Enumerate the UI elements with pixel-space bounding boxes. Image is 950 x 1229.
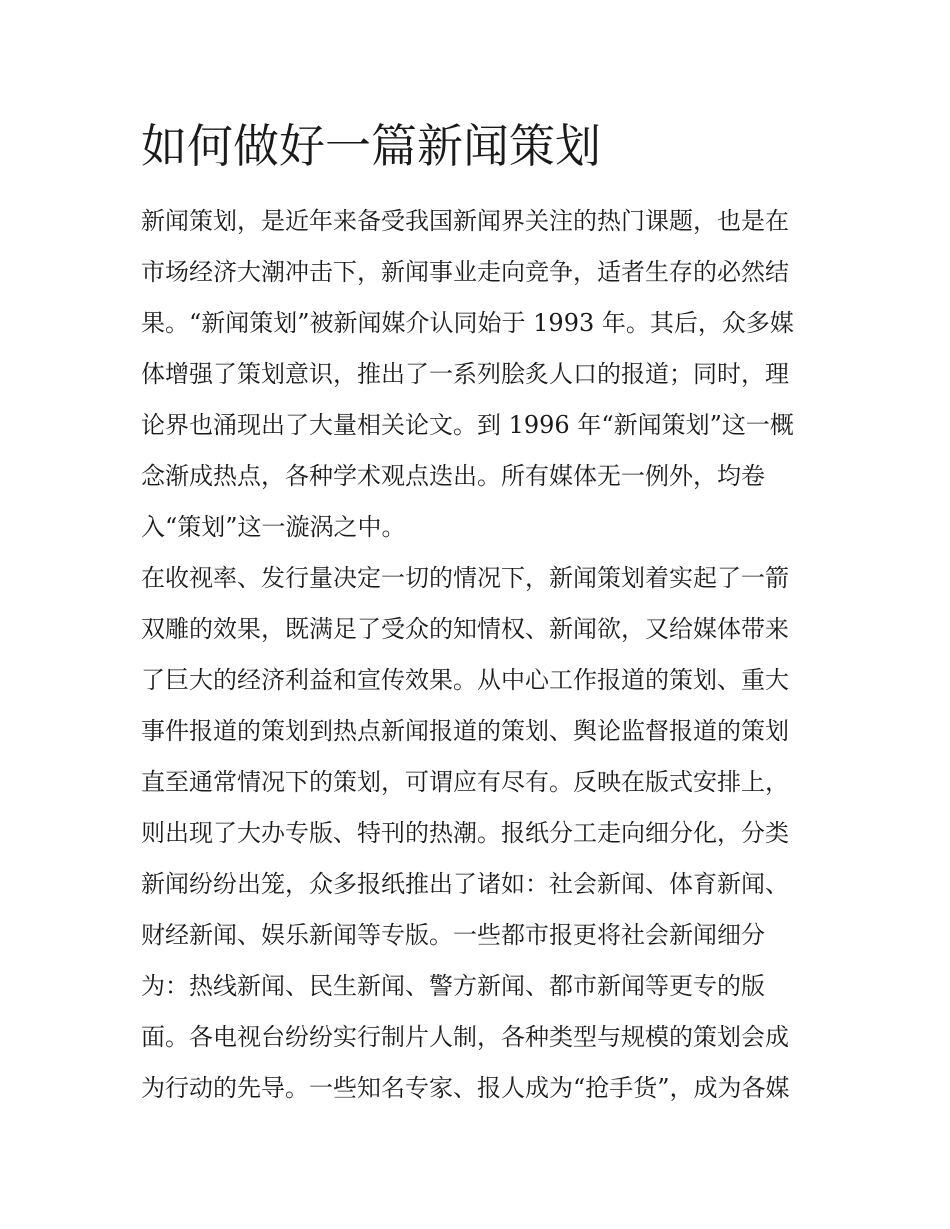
body-line: 为行动的先导。一些知名专家、报人成为“抢手货”，成为各媒 xyxy=(141,1074,790,1102)
body-line: 面。各电视台纷纷实行制片人制，各种类型与规模的策划会成 xyxy=(141,1023,789,1051)
body-line: 市场经济大潮冲击下，新闻事业走向竞争，适者生存的必然结 xyxy=(141,258,789,286)
body-line: 念渐成热点，各种学术观点迭出。所有媒体无一例外，均卷 xyxy=(141,462,765,490)
document-title: 如何做好一篇新闻策划 xyxy=(141,119,601,173)
body-line: 果。“新闻策划”被新闻媒介认同始于 1993 年。其后，众多媒 xyxy=(141,309,794,337)
body-line: 直至通常情况下的策划，可谓应有尽有。反映在版式安排上， xyxy=(141,768,789,796)
body-line: 事件报道的策划到热点新闻报道的策划、舆论监督报道的策划 xyxy=(141,717,789,745)
body-line: 为：热线新闻、民生新闻、警方新闻、都市新闻等更专的版 xyxy=(141,972,765,1000)
body-line: 了巨大的经济利益和宣传效果。从中心工作报道的策划、重大 xyxy=(141,666,789,694)
body-line: 体增强了策划意识，推出了一系列脍炙人口的报道；同时，理 xyxy=(141,360,789,388)
body-line: 入“策划”这一漩涡之中。 xyxy=(141,513,406,541)
body-line: 财经新闻、娱乐新闻等专版。一些都市报更将社会新闻细分 xyxy=(141,921,765,949)
body-line: 论界也涌现出了大量相关论文。到 1996 年“新闻策划”这一概 xyxy=(141,411,794,439)
document-body xyxy=(141,196,816,1114)
body-line: 在收视率、发行量决定一切的情况下，新闻策划着实起了一箭 xyxy=(141,564,789,592)
body-line: 新闻纷纷出笼，众多报纸推出了诸如：社会新闻、体育新闻、 xyxy=(141,870,789,898)
body-line: 新闻策划，是近年来备受我国新闻界关注的热门课题，也是在 xyxy=(141,207,789,235)
body-line: 则出现了大办专版、特刊的热潮。报纸分工走向细分化，分类 xyxy=(141,819,789,847)
body-line: 双雕的效果，既满足了受众的知情权、新闻欲，又给媒体带来 xyxy=(141,615,789,643)
